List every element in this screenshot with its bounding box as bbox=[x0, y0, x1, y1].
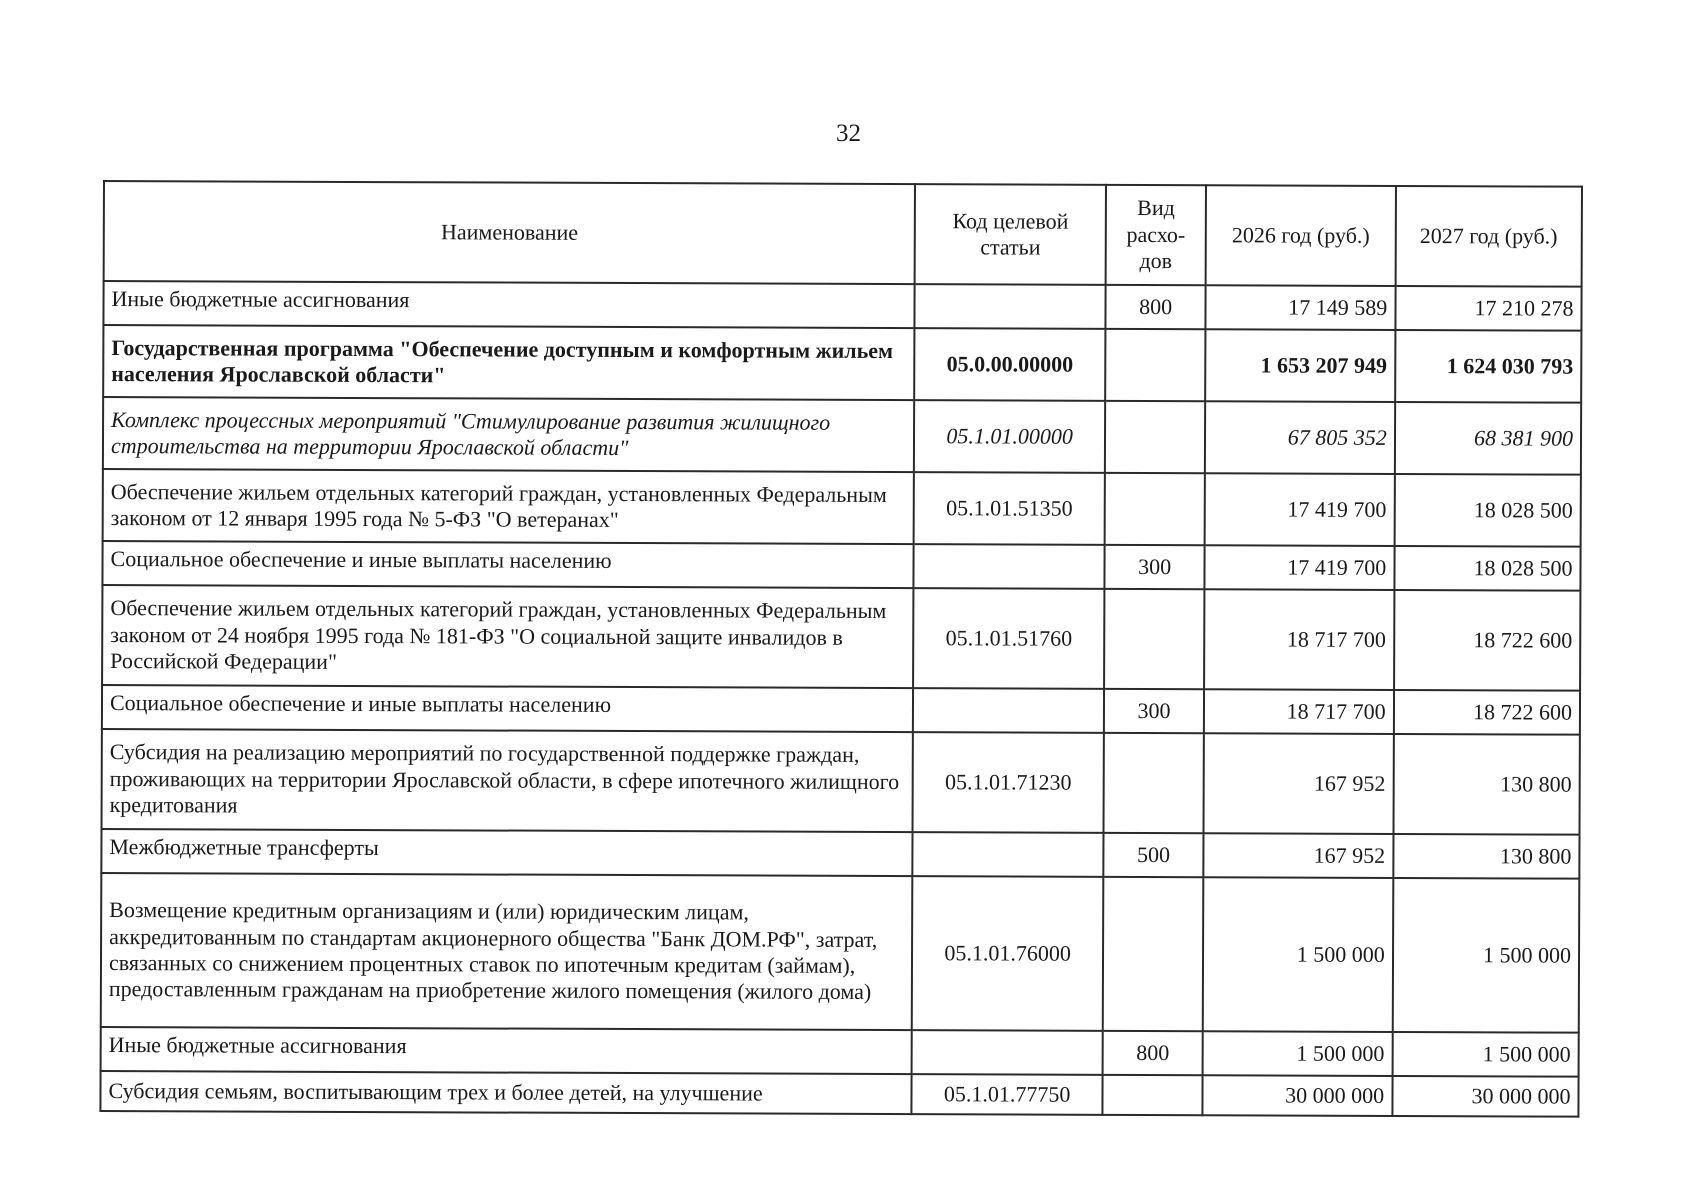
table-row bbox=[102, 541, 1580, 591]
row-2027: 30 000 000 bbox=[1392, 1076, 1578, 1117]
header-2027: 2027 год (руб.) bbox=[1395, 186, 1582, 287]
row-code bbox=[915, 284, 1105, 329]
row-code: 05.1.01.51350 bbox=[914, 472, 1105, 545]
table-row bbox=[101, 1027, 1579, 1077]
row-name: Обеспечение жильем отдельных категорий граждан, установленных Федеральным законом от 24 ноября 1995 года № 181-ФЗ "О социальной защите инвалидов в Российской Федерации" bbox=[102, 585, 914, 688]
row-name: Возмещение кредитным организациям и (или) юридическим лицам, аккредитованным по стандартам акционерного общества "Банк ДОМ.РФ", затрат, связанных со снижением процентных ставок по ипотечным кредитам (займам), предоставленным гражданам на приобретение жилого помещения (жилого дома) bbox=[101, 873, 913, 1030]
row-2026: 18 717 700 bbox=[1204, 689, 1393, 734]
row-name: Субсидия семьям, воспитывающим трех и более детей, на улучшение bbox=[100, 1071, 912, 1114]
row-code: 05.1.01.00000 bbox=[914, 400, 1105, 473]
table-row bbox=[103, 397, 1581, 475]
row-name: Государственная программа "Обеспечение доступным и комфортным жильем населения Ярославской области" bbox=[103, 325, 915, 400]
row-code bbox=[913, 832, 1103, 877]
row-type bbox=[1103, 733, 1204, 833]
row-type: 800 bbox=[1105, 285, 1206, 329]
row-2026: 167 952 bbox=[1204, 833, 1393, 878]
row-2027: 17 210 278 bbox=[1395, 286, 1581, 331]
row-code bbox=[913, 688, 1103, 733]
row-type bbox=[1105, 401, 1206, 473]
row-2026: 18 717 700 bbox=[1204, 589, 1394, 690]
row-2027: 18 722 600 bbox=[1394, 590, 1581, 691]
row-code bbox=[912, 1030, 1102, 1075]
row-name: Субсидия на реализацию мероприятий по государственной поддержке граждан, проживающих на территории Ярославской области, в сфере ипотечного жилищного кредитования bbox=[102, 729, 914, 832]
table-row bbox=[101, 873, 1580, 1033]
row-2027: 18 722 600 bbox=[1394, 690, 1580, 735]
row-2026: 1 653 207 949 bbox=[1206, 329, 1396, 402]
header-code: Код целевой статьи bbox=[915, 184, 1106, 285]
table-row bbox=[102, 585, 1580, 691]
row-name: Комплекс процессных мероприятий "Стимулирование развития жилищного строительства на территории Ярославской области" bbox=[103, 397, 915, 472]
row-2026: 1 500 000 bbox=[1203, 877, 1393, 1032]
row-2027: 1 500 000 bbox=[1392, 1032, 1578, 1077]
row-2027: 18 028 500 bbox=[1394, 474, 1581, 547]
table-row bbox=[103, 469, 1581, 547]
row-2026: 167 952 bbox=[1204, 733, 1394, 834]
row-name: Социальное обеспечение и иные выплаты населению bbox=[102, 685, 914, 732]
row-type bbox=[1105, 329, 1206, 401]
table-row bbox=[103, 281, 1581, 331]
row-2026: 67 805 352 bbox=[1205, 401, 1395, 474]
row-code bbox=[914, 544, 1104, 589]
table-row bbox=[100, 1071, 1578, 1117]
row-name: Обеспечение жильем отдельных категорий граждан, установленных Федеральным законом от 12 января 1995 года № 5-ФЗ "О ветеранах" bbox=[103, 469, 915, 544]
row-code: 05.0.00.00000 bbox=[915, 328, 1106, 401]
row-type bbox=[1104, 473, 1205, 545]
row-2027: 1 500 000 bbox=[1392, 878, 1579, 1033]
row-type bbox=[1103, 877, 1204, 1031]
budget-table bbox=[99, 180, 1583, 1118]
row-2026: 17 419 700 bbox=[1205, 473, 1395, 546]
row-type: 500 bbox=[1103, 833, 1204, 877]
page-number: 32 bbox=[836, 120, 861, 147]
row-code: 05.1.01.77750 bbox=[912, 1074, 1102, 1115]
row-code: 05.1.01.76000 bbox=[912, 876, 1103, 1031]
row-2026: 17 149 589 bbox=[1206, 285, 1395, 330]
row-name: Иные бюджетные ассигнования bbox=[101, 1027, 913, 1074]
row-type: 300 bbox=[1104, 689, 1205, 733]
table-row bbox=[101, 829, 1579, 879]
row-2026: 17 419 700 bbox=[1205, 545, 1394, 590]
row-name: Межбюджетные трансферты bbox=[101, 829, 913, 876]
row-2027: 68 381 900 bbox=[1395, 402, 1582, 475]
header-name: Наименование bbox=[104, 181, 916, 284]
header-type: Вид расхо-дов bbox=[1105, 185, 1206, 285]
row-code: 05.1.01.71230 bbox=[913, 732, 1104, 833]
row-2027: 130 800 bbox=[1393, 734, 1580, 835]
row-code: 05.1.01.51760 bbox=[914, 588, 1105, 689]
table-row bbox=[102, 729, 1580, 835]
row-type bbox=[1102, 1075, 1203, 1115]
row-2026: 30 000 000 bbox=[1203, 1075, 1392, 1116]
row-name: Социальное обеспечение и иные выплаты населению bbox=[102, 541, 914, 588]
row-2027: 18 028 500 bbox=[1394, 546, 1580, 591]
table-row bbox=[102, 685, 1580, 735]
row-type bbox=[1104, 589, 1205, 689]
row-2027: 1 624 030 793 bbox=[1395, 330, 1582, 403]
row-name: Иные бюджетные ассигнования bbox=[103, 281, 915, 328]
row-2026: 1 500 000 bbox=[1203, 1031, 1392, 1076]
row-type: 800 bbox=[1102, 1031, 1203, 1075]
row-2027: 130 800 bbox=[1393, 834, 1579, 879]
header-row bbox=[104, 181, 1582, 287]
row-type: 300 bbox=[1104, 545, 1205, 589]
table-row bbox=[103, 325, 1581, 403]
header-2026: 2026 год (руб.) bbox=[1206, 185, 1396, 286]
